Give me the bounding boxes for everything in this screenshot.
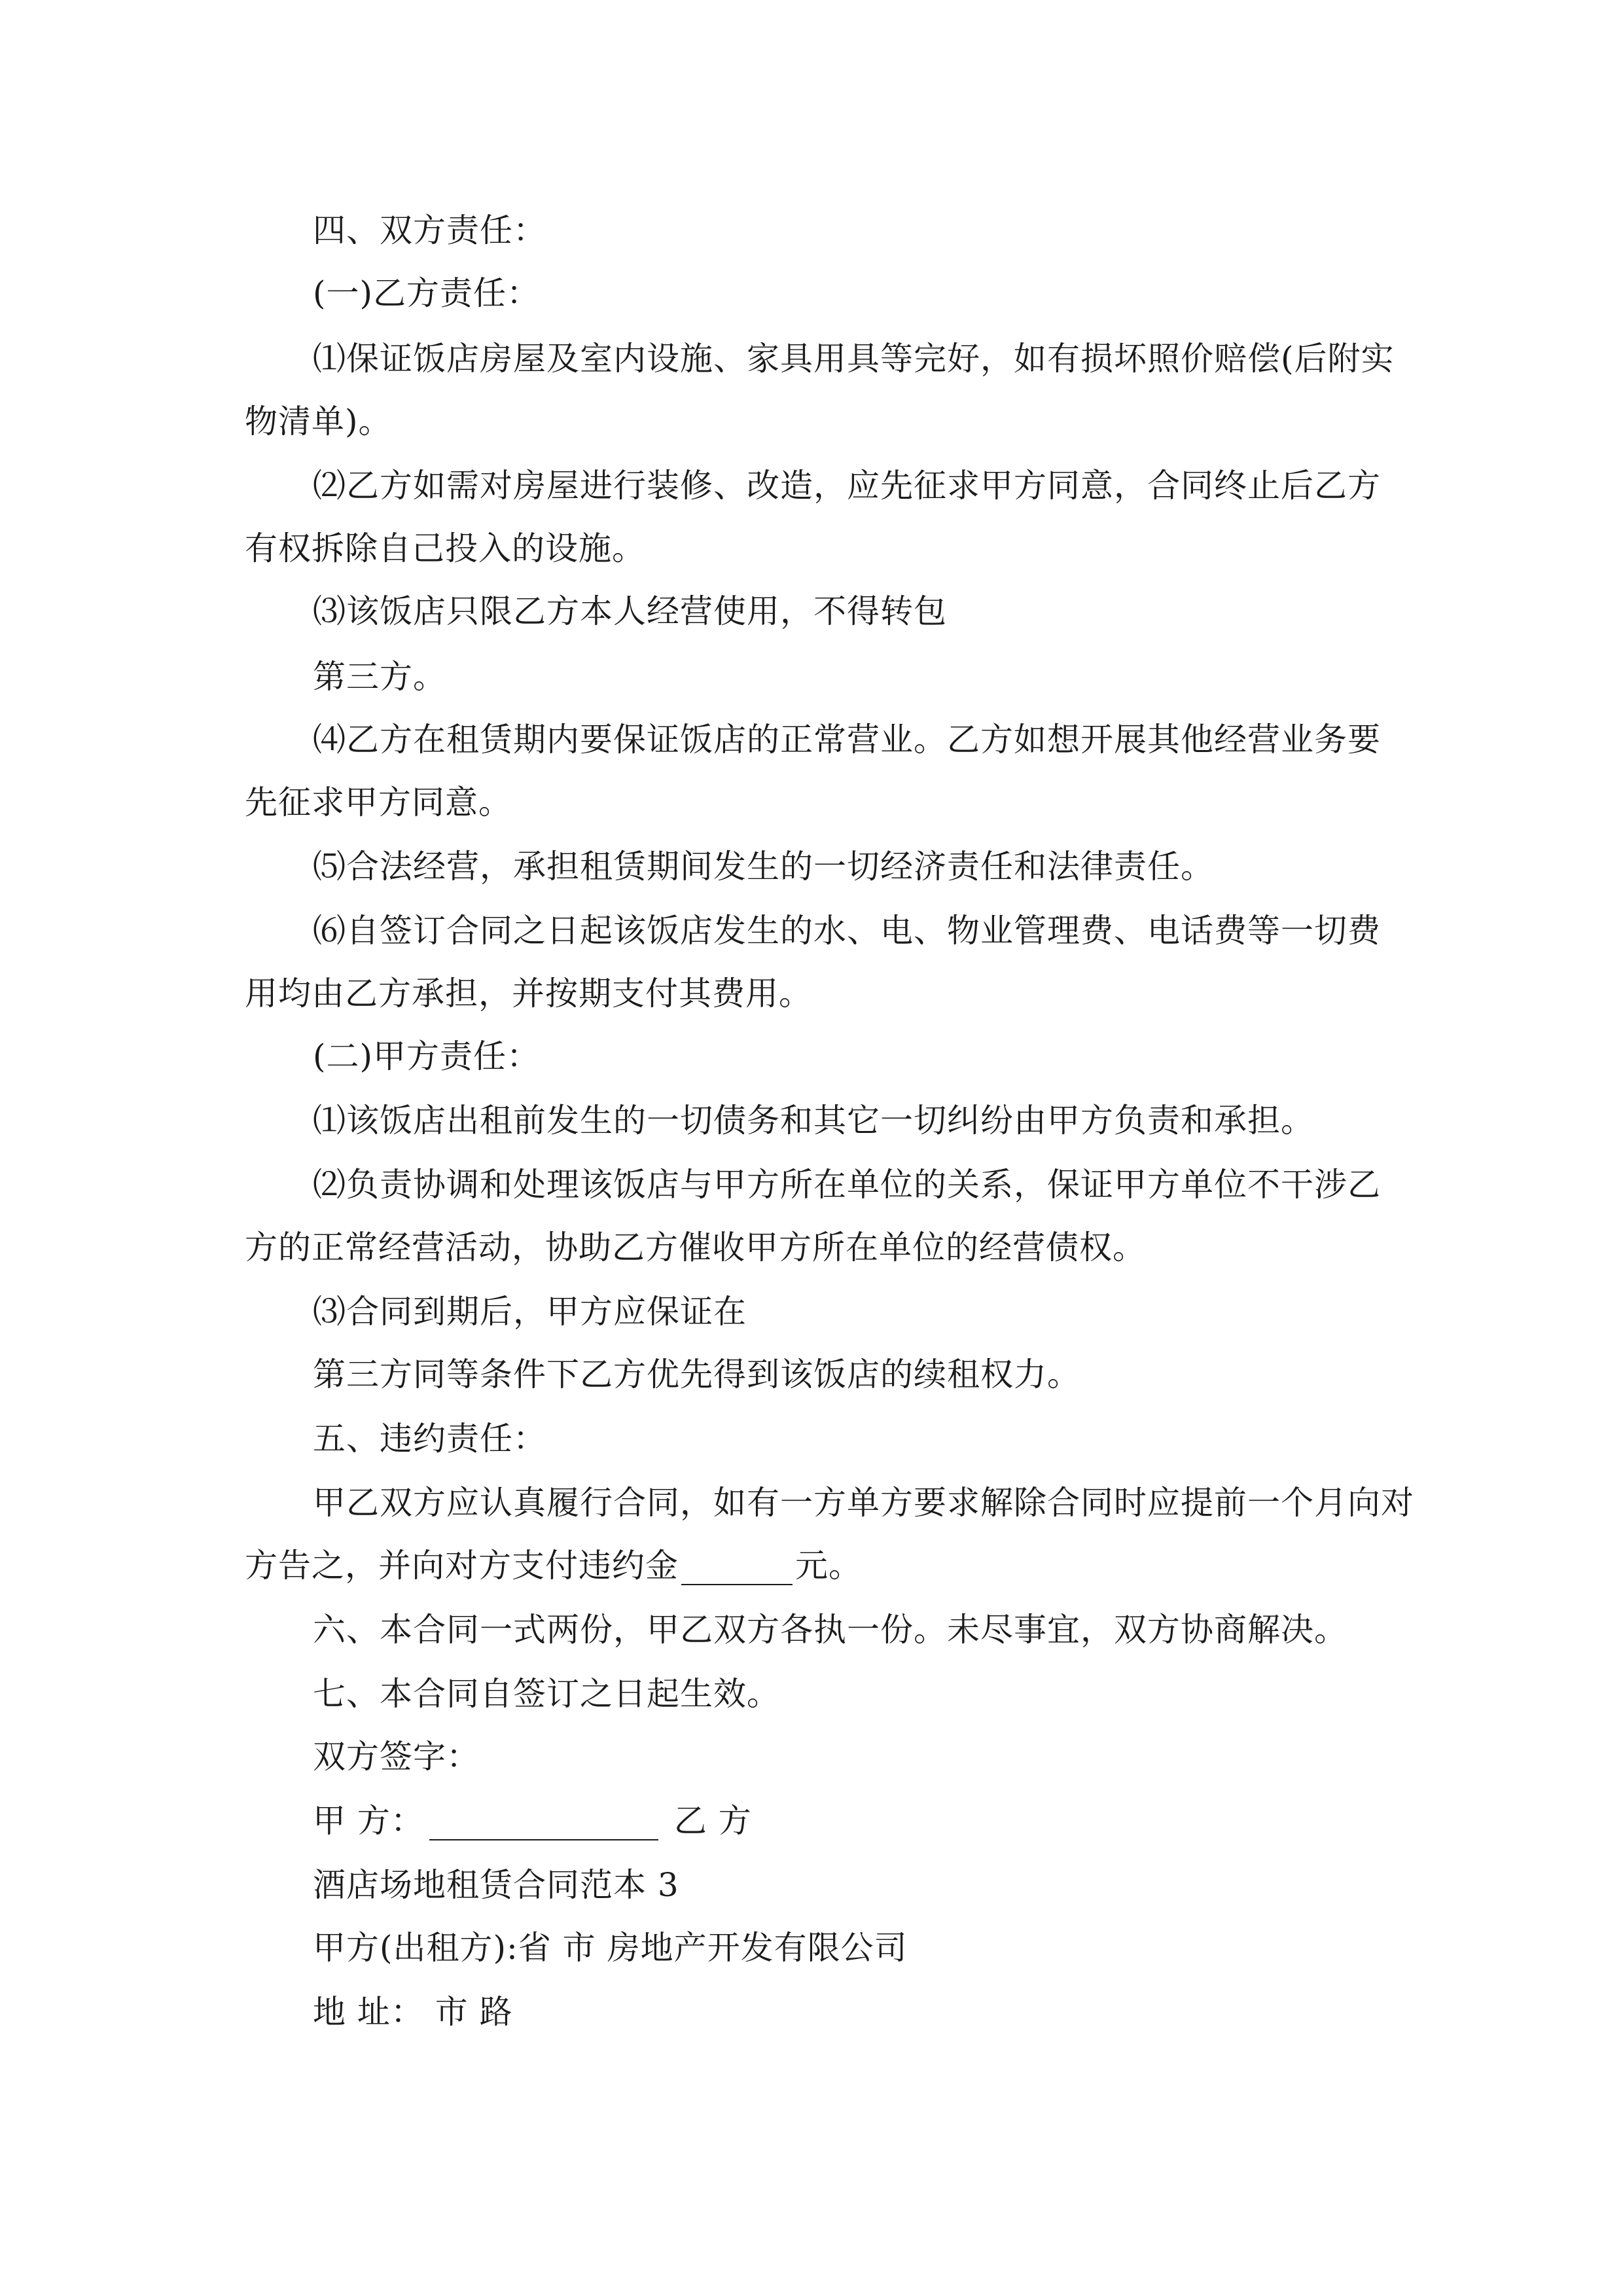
penalty-text: 方告之，并向对方支付违约金 (245, 1547, 679, 1585)
penalty-amount-blank (681, 1554, 793, 1585)
paragraph-line: 有权拆除自己投入的设施。 (245, 529, 645, 567)
paragraph-line: ⑵乙方如需对房屋进行装修、改造，应先征求甲方同意，合同终止后乙方 (313, 467, 1381, 505)
paragraph-line: 第三方同等条件下乙方优先得到该饭店的续租权力。 (313, 1355, 1080, 1393)
paragraph-line: ⑶合同到期后，甲方应保证在 (313, 1293, 747, 1331)
party-b-label: 乙 方 (673, 1802, 752, 1840)
paragraph-line: 用均由乙方承担，并按期支付其费用。 (245, 975, 812, 1013)
paragraph-line: 物清单)。 (245, 403, 392, 440)
paragraph-line: 方的正常经营活动，协助乙方催收甲方所在单位的经营债权。 (245, 1229, 1146, 1266)
contract-title: 酒店场地租赁合同范本 3 (313, 1866, 679, 1904)
paragraph-line: 甲乙双方应认真履行合同，如有一方单方要求解除合同时应提前一个月向对 (313, 1484, 1414, 1522)
paragraph-line: ⑸合法经营，承担租赁期间发生的一切经济责任和法律责任。 (313, 848, 1214, 886)
currency-unit: 元。 (795, 1547, 862, 1585)
paragraph-line: ⑴该饭店出租前发生的一切债务和其它一切纠纷由甲方负责和承担。 (313, 1102, 1314, 1139)
section-heading-4: 四、双方责任： (313, 211, 546, 249)
party-a-signature-blank (429, 1809, 658, 1840)
section-heading-5: 五、违约责任： (313, 1420, 546, 1458)
subsection-heading-party-b: (一)乙方责任： (313, 274, 541, 312)
party-a-label: 甲 方： (313, 1802, 424, 1840)
paragraph-line: ⑷乙方在租赁期内要保证饭店的正常营业。乙方如想开展其他经营业务要 (313, 721, 1381, 759)
signature-line (313, 1801, 752, 1840)
section-heading-6: 六、本合同一式两份，甲乙双方各执一份。未尽事宜，双方协商解决。 (313, 1611, 1347, 1649)
section-heading-7: 七、本合同自签订之日起生效。 (313, 1675, 780, 1713)
paragraph-line: 先征求甲方同意。 (245, 783, 512, 821)
paragraph-line (245, 1546, 862, 1585)
signature-heading: 双方签字： (313, 1738, 480, 1776)
subsection-heading-party-a: (二)甲方责任： (313, 1037, 541, 1075)
paragraph-line: ⑵负责协调和处理该饭店与甲方所在单位的关系，保证甲方单位不干涉乙 (313, 1166, 1381, 1204)
paragraph-line: ⑹自签订合同之日起该饭店发生的水、电、物业管理费、电话费等一切费 (313, 912, 1381, 950)
lessor-line: 甲方(出租方):省 市 房地产开发有限公司 (313, 1929, 908, 1967)
address-line: 地 址： 市 路 (313, 1993, 513, 2031)
paragraph-line: ⑶该饭店只限乙方本人经营使用，不得转包 (313, 592, 947, 630)
paragraph-line: 第三方。 (313, 658, 446, 696)
paragraph-line: ⑴保证饭店房屋及室内设施、家具用具等完好，如有损坏照价赔偿(后附实 (313, 340, 1395, 378)
